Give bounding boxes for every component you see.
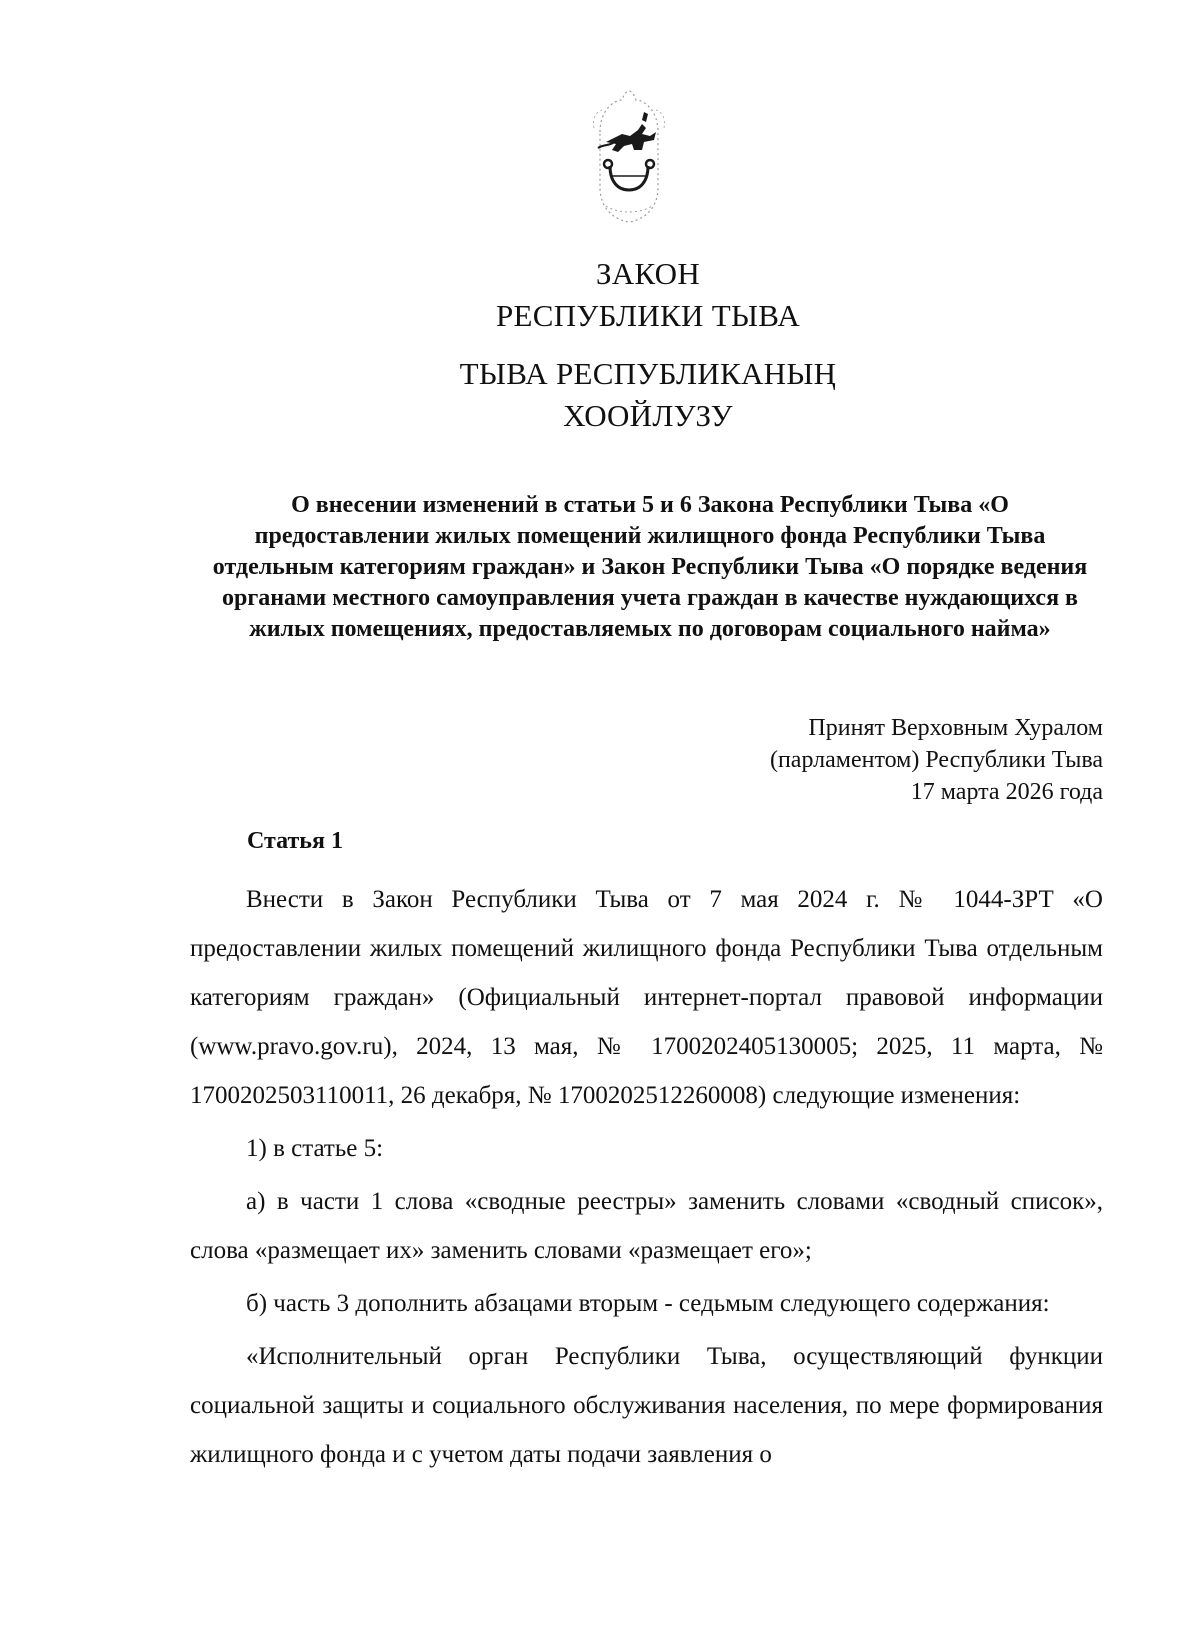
tuva-coat-of-arms-icon — [570, 70, 688, 230]
law-title: О внесении изменений в статьи 5 и 6 Закона Республики Тыва «О предоставлении жилых помещений жилищного фонда Республики Тыва отдельным категориям граждан» и Закон Республики Тыва «О порядке ведения органами местного самоуправления учета граждан в качестве нуждающихся в жилых помещениях, предоставляемых по договорам социального найма» — [212, 492, 1088, 642]
law-heading-russian — [0, 253, 1200, 337]
adoption-line-1: Принят Верховным Хуралом — [808, 715, 1103, 741]
article-body — [190, 875, 1103, 1479]
body-paragraph: б) часть 3 дополнить абзацами вторым - седьмым следующего содержания: — [246, 1290, 1050, 1317]
law-heading-tuvan — [0, 353, 1200, 437]
body-paragraph: 1) в статье 5: — [246, 1135, 384, 1162]
adoption-note — [643, 712, 1103, 808]
body-paragraph: «Исполнительный орган Республики Тыва, осуществляющий функции социальной защиты и социального обслуживания населения, по мере формирования жилищного фонда и с учетом даты подачи заявления о — [190, 1343, 1103, 1468]
body-paragraph: а) в части 1 слова «сводные реестры» заменить словами «сводный список», слова «размещает их» заменить словами «размещает его»; — [190, 1188, 1103, 1264]
adoption-date: 17 марта 2026 года — [910, 779, 1103, 805]
heading-tyv-line-1: ТЫВА РЕСПУБЛИКАНЫҢ — [459, 356, 837, 391]
adoption-line-2: (парламентом) Республики Тыва — [769, 747, 1103, 773]
body-paragraph: Внести в Закон Республики Тыва от 7 мая 2024 г. № 1044-ЗРТ «О предоставлении жилых помещений жилищного фонда Республики Тыва отдельным категориям граждан» (Официальный интернет-портал правовой информации (www.pravo.gov.ru), 2024, 13 мая, № 1700202405130005; 2025, 11 марта, № 1700202503110011, 26 декабря, № 1700202512260008) следующие изменения: — [190, 886, 1103, 1109]
heading-ru-line-2: РЕСПУБЛИКИ ТЫВА — [495, 298, 801, 333]
heading-ru-line-1: ЗАКОН — [595, 256, 701, 291]
article-heading: Статья 1 — [247, 828, 343, 854]
heading-tyv-line-2: ХООЙЛУЗУ — [563, 398, 733, 433]
